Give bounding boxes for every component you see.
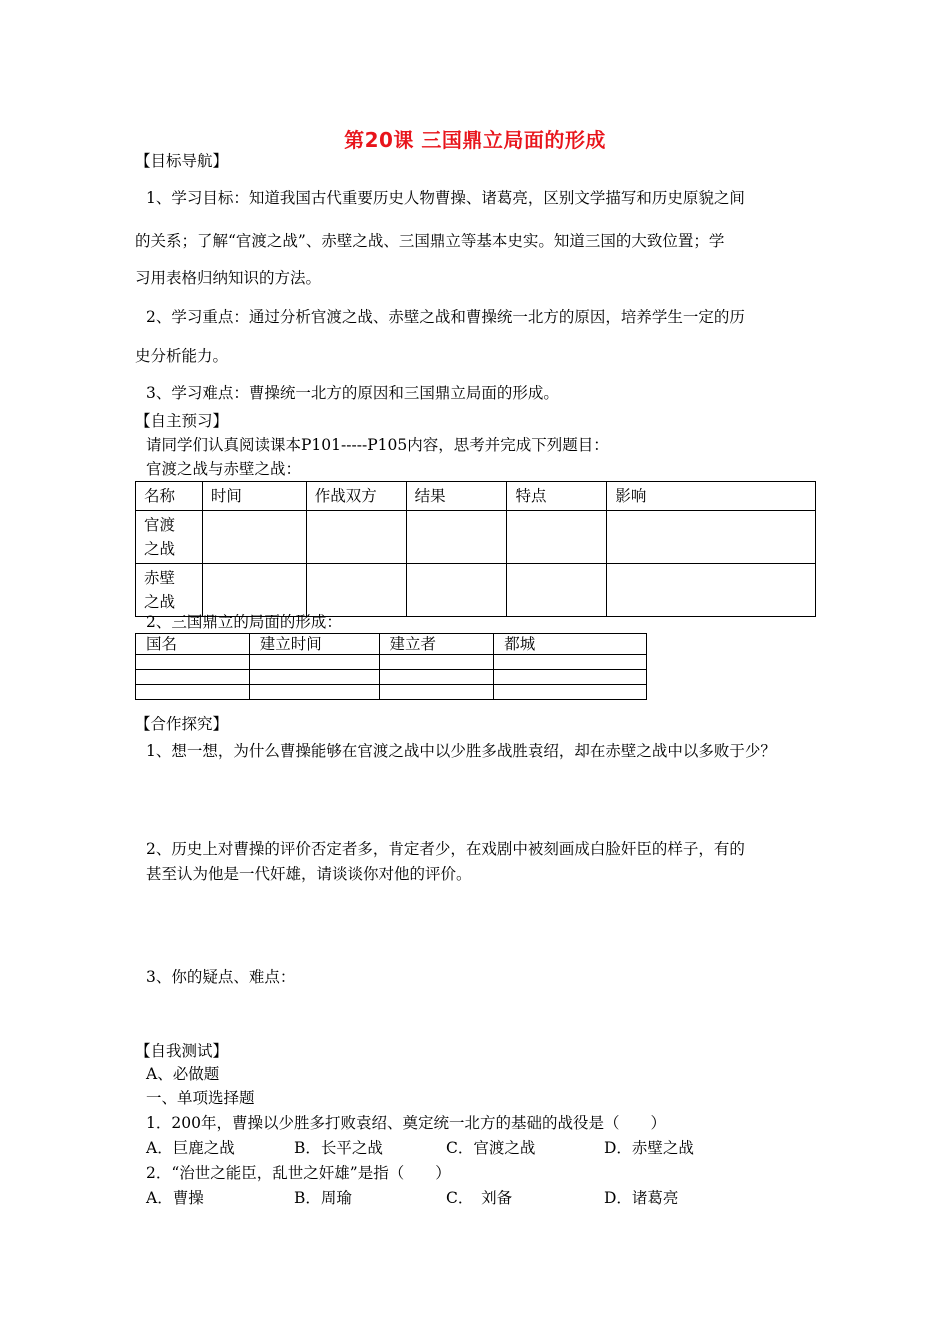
table-cell [136, 685, 250, 700]
section-test-heading: 【自我测试】 [135, 1042, 229, 1060]
q2-option-d: D．诸葛亮 [604, 1189, 679, 1207]
goal-1-line-3: 习用表格归纳知识的方法。 [135, 269, 322, 287]
test-single-choice-heading: 一、单项选择题 [146, 1089, 255, 1107]
table-cell [507, 511, 607, 564]
q2-option-c: C． 刘备 [446, 1189, 513, 1207]
q1-option-b: B．长平之战 [294, 1139, 383, 1157]
q2-option-b: B．周瑜 [294, 1189, 352, 1207]
test-question-2: 2．“治世之能臣，乱世之奸雄”是指（ ） [146, 1164, 451, 1182]
table-cell [306, 511, 406, 564]
test-part-a: A、必做题 [146, 1065, 220, 1083]
battles-table [135, 481, 816, 617]
table-header-row [136, 482, 816, 511]
table-cell [406, 511, 507, 564]
table-cell [202, 564, 306, 617]
preview-instruction: 请同学们认真阅读课本P101-----P105内容，思考并完成下列题目： [146, 436, 609, 454]
goal-2-line-1: 2、学习重点：通过分析官渡之战、赤壁之战和曹操统一北方的原因，培养学生一定的历 [146, 308, 745, 326]
goal-1-line-2: 的关系；了解“官渡之战”、赤壁之战、三国鼎立等基本史实。知道三国的大致位置；学 [135, 232, 725, 250]
table-header-cell: 时间 [202, 482, 306, 511]
table-cell [379, 670, 494, 685]
table1-caption: 官渡之战与赤壁之战： [146, 460, 302, 478]
goal-2-line-2: 史分析能力。 [135, 347, 229, 365]
table-cell [494, 670, 647, 685]
table-row [136, 670, 647, 685]
table-header-cell: 结果 [406, 482, 507, 511]
table-cell [202, 511, 306, 564]
q1-option-c: C．官渡之战 [446, 1139, 536, 1157]
table-header-cell: 建立者 [379, 634, 494, 655]
table-header-cell: 建立时间 [249, 634, 379, 655]
q2-option-a: A．曹操 [146, 1189, 204, 1207]
table-cell [249, 670, 379, 685]
row-label-guandu: 官渡 之战 [136, 511, 203, 564]
table-header-cell: 都城 [494, 634, 647, 655]
table-header-cell: 影响 [607, 482, 816, 511]
goal-1-line-1: 1、学习目标：知道我国古代重要历史人物曹操、诸葛亮，区别文学描写和历史原貌之间 [146, 189, 745, 207]
table-cell [249, 685, 379, 700]
table-cell [306, 564, 406, 617]
section-preview-heading: 【自主预习】 [135, 412, 229, 430]
row-label-chibi: 赤壁 之战 [136, 564, 203, 617]
explore-question-1: 1、想一想，为什么曹操能够在官渡之战中以少胜多战胜袁绍，却在赤壁之战中以多败于少？ [146, 742, 776, 760]
table-row [136, 511, 816, 564]
explore-question-2-line-2: 甚至认为他是一代奸雄，请谈谈你对他的评价。 [146, 865, 472, 883]
table-cell [136, 670, 250, 685]
table-cell [507, 564, 607, 617]
q1-option-a: A．巨鹿之战 [146, 1139, 235, 1157]
table-cell [379, 655, 494, 670]
table-cell [494, 655, 647, 670]
three-kingdoms-table [135, 633, 647, 700]
table-cell [607, 564, 816, 617]
table-row [136, 655, 647, 670]
explore-question-2-line-1: 2、历史上对曹操的评价否定者多，肯定者少，在戏剧中被刻画成白脸奸臣的样子，有的 [146, 840, 745, 858]
table-header-cell: 作战双方 [306, 482, 406, 511]
test-question-1: 1．200年，曹操以少胜多打败袁绍、奠定统一北方的基础的战役是（ ） [146, 1114, 666, 1132]
table-header-cell: 特点 [507, 482, 607, 511]
table-cell [607, 511, 816, 564]
table-header-cell: 国名 [136, 634, 250, 655]
table-row [136, 685, 647, 700]
table-cell [406, 564, 507, 617]
q1-option-d: D．赤壁之战 [604, 1139, 694, 1157]
table-header-cell: 名称 [136, 482, 203, 511]
page-title: 第20课 三国鼎立局面的形成 [344, 128, 606, 152]
table-header-row [136, 634, 647, 655]
table-cell [494, 685, 647, 700]
goal-3: 3、学习难点：曹操统一北方的原因和三国鼎立局面的形成。 [146, 384, 559, 402]
table-cell [136, 655, 250, 670]
explore-question-3: 3、你的疑点、难点： [146, 968, 296, 986]
section-goal-heading: 【目标导航】 [135, 152, 229, 170]
table2-caption: 2、三国鼎立的局面的形成： [146, 613, 342, 631]
table-cell [249, 655, 379, 670]
section-explore-heading: 【合作探究】 [135, 715, 229, 733]
table-cell [379, 685, 494, 700]
table-row [136, 564, 816, 617]
